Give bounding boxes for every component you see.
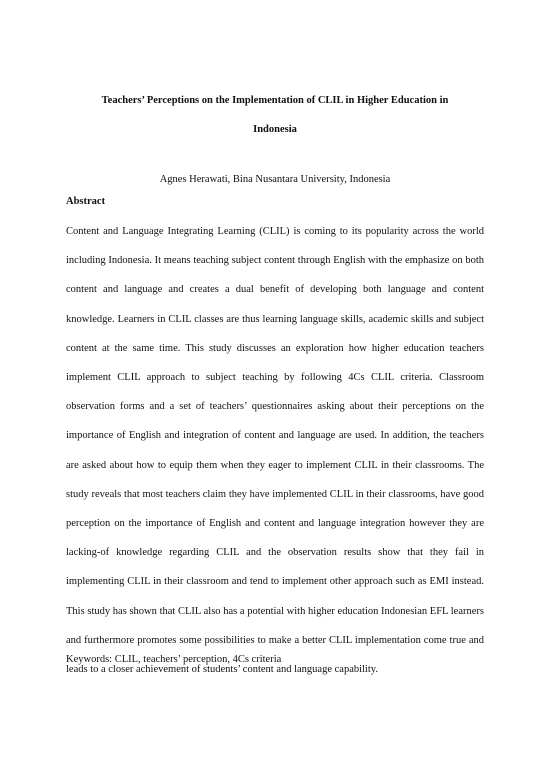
abstract-body: Content and Language Integrating Learning (CLIL) is coming to its popularity across the world including Indonesia. It means teaching subject content through English with the emphasize on both content and language and creates a dual benefit of developing both language and content knowledge. Learners in CLIL classes are thus learning language skills, academic skills and subject content at the same time. This study discusses an exploration how higher education teachers implement CLIL approach to subject teaching by following 4Cs CLIL criteria. Classroom observation forms and a set of teachers’ questionnaires asking about their perceptions on the importance of English and integration of content and language are used. In addition, the teachers are asked about how to equip them when they eager to implement CLIL in their classrooms. The study reveals that most teachers claim they have implemented CLIL in their classrooms, have good perception on the importance of English and content and language integration however they are lacking-of knowledge regarding CLIL and the observation results show that they fail in implementing CLIL in their classroom and tend to implement other approach such as EMI instead. This study has shown that CLIL also has a potential with higher education Indonesian EFL learners and furthermore promotes some possibilities to make a better CLIL implementation come true and leads to a closer achievement of students’ content and language capability. (66, 226, 484, 676)
keywords-line: Keywords: CLIL, teachers’ perception, 4Cs criteria (66, 654, 282, 665)
abstract-heading: Abstract (66, 196, 106, 207)
author-affiliation: Agnes Herawati, Bina Nusantara University, Indonesia (159, 174, 391, 185)
paper-title-line-1: Teachers’ Perceptions on the Implementation of CLIL in Higher Education in (101, 95, 449, 106)
paper-title-line-2: Indonesia (253, 124, 297, 135)
